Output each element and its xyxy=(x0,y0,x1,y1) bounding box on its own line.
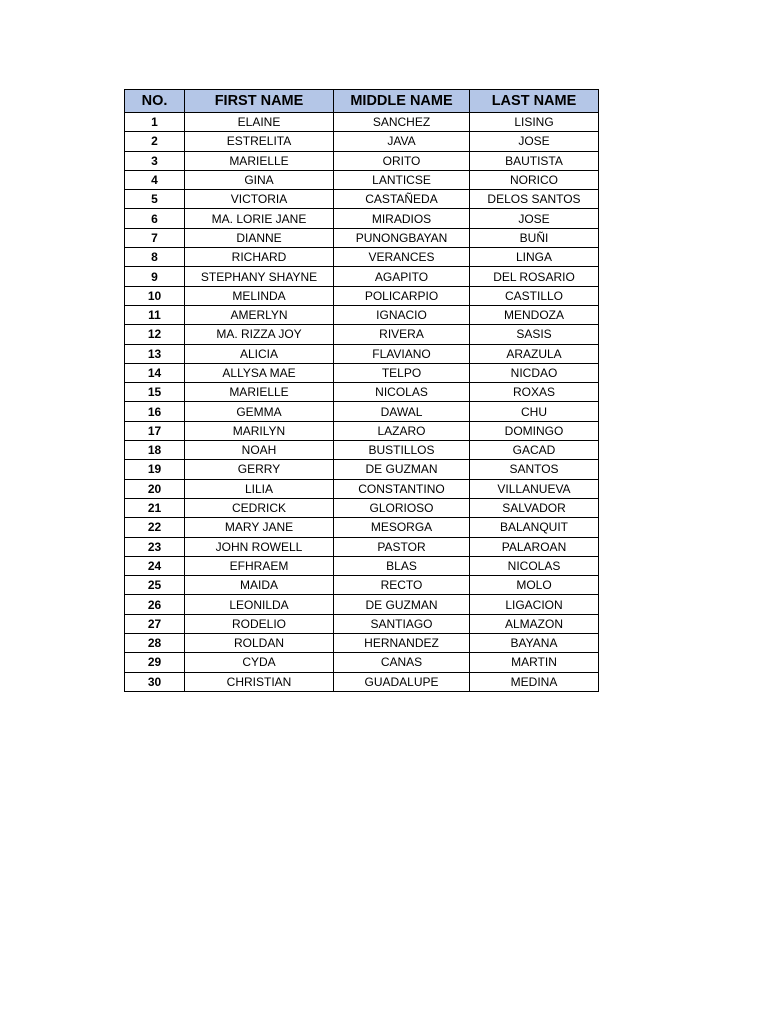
names-sheet xyxy=(124,89,599,692)
cell-first-name: MA. LORIE JANE xyxy=(185,209,334,228)
cell-no: 20 xyxy=(125,479,185,498)
table-row xyxy=(125,248,599,267)
cell-last-name: DOMINGO xyxy=(470,421,599,440)
cell-no: 7 xyxy=(125,228,185,247)
table-row xyxy=(125,209,599,228)
cell-last-name: SALVADOR xyxy=(470,498,599,517)
cell-no: 26 xyxy=(125,595,185,614)
cell-no: 13 xyxy=(125,344,185,363)
cell-no: 14 xyxy=(125,363,185,382)
cell-no: 3 xyxy=(125,151,185,170)
cell-middle-name: VERANCES xyxy=(334,248,470,267)
cell-last-name: LINGA xyxy=(470,248,599,267)
cell-first-name: ROLDAN xyxy=(185,634,334,653)
cell-last-name: ARAZULA xyxy=(470,344,599,363)
cell-last-name: PALAROAN xyxy=(470,537,599,556)
table-row xyxy=(125,170,599,189)
table-row xyxy=(125,653,599,672)
cell-middle-name: TELPO xyxy=(334,363,470,382)
cell-middle-name: POLICARPIO xyxy=(334,286,470,305)
cell-last-name: MARTIN xyxy=(470,653,599,672)
cell-first-name: AMERLYN xyxy=(185,305,334,324)
cell-first-name: ALICIA xyxy=(185,344,334,363)
table-row xyxy=(125,537,599,556)
table-row xyxy=(125,614,599,633)
cell-last-name: ROXAS xyxy=(470,383,599,402)
table-row xyxy=(125,286,599,305)
cell-no: 27 xyxy=(125,614,185,633)
cell-middle-name: SANCHEZ xyxy=(334,113,470,132)
cell-last-name: MENDOZA xyxy=(470,305,599,324)
cell-middle-name: CONSTANTINO xyxy=(334,479,470,498)
table-row xyxy=(125,305,599,324)
cell-first-name: NOAH xyxy=(185,441,334,460)
table-row xyxy=(125,634,599,653)
cell-middle-name: JAVA xyxy=(334,132,470,151)
cell-middle-name: MESORGA xyxy=(334,518,470,537)
cell-no: 17 xyxy=(125,421,185,440)
cell-middle-name: IGNACIO xyxy=(334,305,470,324)
cell-last-name: BUÑI xyxy=(470,228,599,247)
cell-no: 5 xyxy=(125,190,185,209)
cell-no: 1 xyxy=(125,113,185,132)
cell-first-name: MARIELLE xyxy=(185,383,334,402)
cell-middle-name: BLAS xyxy=(334,556,470,575)
cell-middle-name: PUNONGBAYAN xyxy=(334,228,470,247)
cell-last-name: ALMAZON xyxy=(470,614,599,633)
cell-no: 11 xyxy=(125,305,185,324)
cell-first-name: JOHN ROWELL xyxy=(185,537,334,556)
table-row xyxy=(125,479,599,498)
cell-middle-name: MIRADIOS xyxy=(334,209,470,228)
cell-middle-name: BUSTILLOS xyxy=(334,441,470,460)
cell-middle-name: DE GUZMAN xyxy=(334,460,470,479)
cell-last-name: GACAD xyxy=(470,441,599,460)
table-row xyxy=(125,460,599,479)
cell-no: 16 xyxy=(125,402,185,421)
cell-last-name: DEL ROSARIO xyxy=(470,267,599,286)
cell-first-name: DIANNE xyxy=(185,228,334,247)
cell-no: 15 xyxy=(125,383,185,402)
cell-last-name: DELOS SANTOS xyxy=(470,190,599,209)
cell-no: 21 xyxy=(125,498,185,517)
cell-last-name: MEDINA xyxy=(470,672,599,691)
cell-first-name: ELAINE xyxy=(185,113,334,132)
cell-no: 19 xyxy=(125,460,185,479)
cell-last-name: SASIS xyxy=(470,325,599,344)
cell-no: 2 xyxy=(125,132,185,151)
table-row xyxy=(125,498,599,517)
cell-middle-name: HERNANDEZ xyxy=(334,634,470,653)
cell-first-name: CEDRICK xyxy=(185,498,334,517)
cell-last-name: NORICO xyxy=(470,170,599,189)
cell-last-name: SANTOS xyxy=(470,460,599,479)
cell-middle-name: LAZARO xyxy=(334,421,470,440)
table-row xyxy=(125,363,599,382)
cell-first-name: GEMMA xyxy=(185,402,334,421)
cell-middle-name: GUADALUPE xyxy=(334,672,470,691)
cell-no: 10 xyxy=(125,286,185,305)
cell-first-name: RICHARD xyxy=(185,248,334,267)
cell-first-name: EFHRAEM xyxy=(185,556,334,575)
cell-no: 9 xyxy=(125,267,185,286)
cell-first-name: GINA xyxy=(185,170,334,189)
table-row xyxy=(125,344,599,363)
table-body xyxy=(125,113,599,692)
cell-last-name: JOSE xyxy=(470,132,599,151)
cell-no: 6 xyxy=(125,209,185,228)
cell-no: 24 xyxy=(125,556,185,575)
cell-last-name: CASTILLO xyxy=(470,286,599,305)
cell-middle-name: CANAS xyxy=(334,653,470,672)
table-row xyxy=(125,151,599,170)
cell-last-name: BALANQUIT xyxy=(470,518,599,537)
table-row xyxy=(125,672,599,691)
cell-last-name: LISING xyxy=(470,113,599,132)
cell-last-name: MOLO xyxy=(470,576,599,595)
cell-no: 8 xyxy=(125,248,185,267)
cell-middle-name: NICOLAS xyxy=(334,383,470,402)
table-row xyxy=(125,132,599,151)
cell-middle-name: DAWAL xyxy=(334,402,470,421)
table-row xyxy=(125,402,599,421)
cell-last-name: LIGACION xyxy=(470,595,599,614)
cell-last-name: VILLANUEVA xyxy=(470,479,599,498)
cell-last-name: NICDAO xyxy=(470,363,599,382)
header-row xyxy=(125,90,599,113)
table-row xyxy=(125,595,599,614)
table-row xyxy=(125,325,599,344)
header-first-name: FIRST NAME xyxy=(185,90,334,113)
cell-middle-name: LANTICSE xyxy=(334,170,470,189)
cell-middle-name: RIVERA xyxy=(334,325,470,344)
cell-first-name: MARILYN xyxy=(185,421,334,440)
cell-last-name: NICOLAS xyxy=(470,556,599,575)
cell-first-name: ALLYSA MAE xyxy=(185,363,334,382)
cell-last-name: CHU xyxy=(470,402,599,421)
cell-middle-name: AGAPITO xyxy=(334,267,470,286)
cell-middle-name: GLORIOSO xyxy=(334,498,470,517)
cell-no: 18 xyxy=(125,441,185,460)
cell-first-name: MA. RIZZA JOY xyxy=(185,325,334,344)
cell-first-name: GERRY xyxy=(185,460,334,479)
cell-first-name: MELINDA xyxy=(185,286,334,305)
table-row xyxy=(125,113,599,132)
table-row xyxy=(125,441,599,460)
header-no: NO. xyxy=(125,90,185,113)
cell-first-name: LEONILDA xyxy=(185,595,334,614)
cell-no: 30 xyxy=(125,672,185,691)
cell-no: 22 xyxy=(125,518,185,537)
cell-first-name: VICTORIA xyxy=(185,190,334,209)
cell-middle-name: CASTAÑEDA xyxy=(334,190,470,209)
cell-first-name: MAIDA xyxy=(185,576,334,595)
cell-first-name: ESTRELITA xyxy=(185,132,334,151)
cell-no: 23 xyxy=(125,537,185,556)
cell-no: 4 xyxy=(125,170,185,189)
table-row xyxy=(125,190,599,209)
cell-middle-name: SANTIAGO xyxy=(334,614,470,633)
cell-no: 12 xyxy=(125,325,185,344)
table-row xyxy=(125,576,599,595)
table-row xyxy=(125,228,599,247)
cell-no: 29 xyxy=(125,653,185,672)
cell-first-name: LILIA xyxy=(185,479,334,498)
cell-last-name: JOSE xyxy=(470,209,599,228)
cell-first-name: MARIELLE xyxy=(185,151,334,170)
table-row xyxy=(125,556,599,575)
cell-middle-name: DE GUZMAN xyxy=(334,595,470,614)
cell-middle-name: ORITO xyxy=(334,151,470,170)
cell-no: 25 xyxy=(125,576,185,595)
table-row xyxy=(125,518,599,537)
names-table xyxy=(124,89,599,692)
table-row xyxy=(125,421,599,440)
cell-middle-name: FLAVIANO xyxy=(334,344,470,363)
cell-last-name: BAUTISTA xyxy=(470,151,599,170)
cell-no: 28 xyxy=(125,634,185,653)
cell-first-name: RODELIO xyxy=(185,614,334,633)
cell-last-name: BAYANA xyxy=(470,634,599,653)
table-row xyxy=(125,267,599,286)
header-last-name: LAST NAME xyxy=(470,90,599,113)
cell-first-name: MARY JANE xyxy=(185,518,334,537)
cell-first-name: CYDA xyxy=(185,653,334,672)
cell-middle-name: PASTOR xyxy=(334,537,470,556)
header-middle-name: MIDDLE NAME xyxy=(334,90,470,113)
cell-first-name: CHRISTIAN xyxy=(185,672,334,691)
cell-middle-name: RECTO xyxy=(334,576,470,595)
table-row xyxy=(125,383,599,402)
cell-first-name: STEPHANY SHAYNE xyxy=(185,267,334,286)
